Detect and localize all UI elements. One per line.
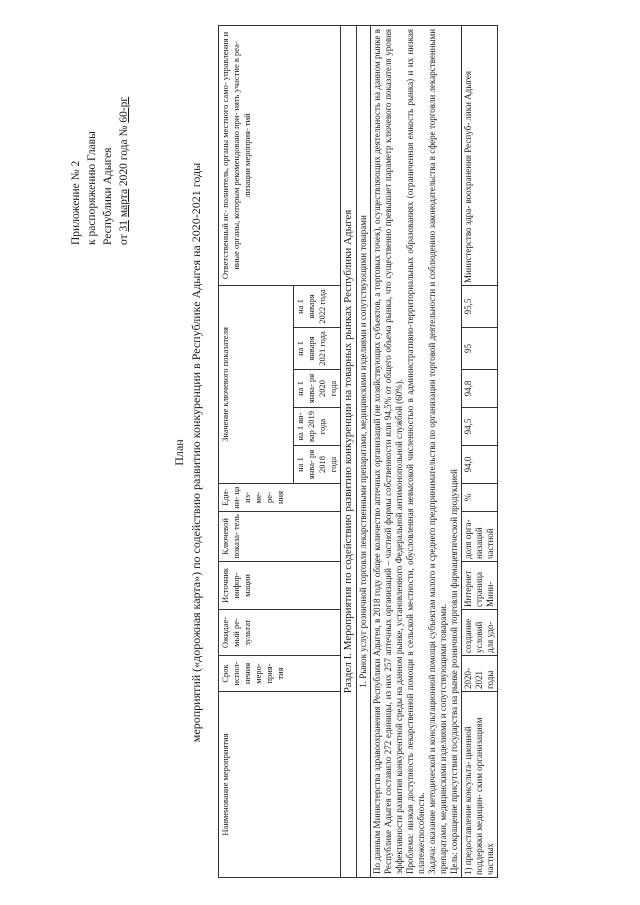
row1-value-2021: 95 [462,328,498,370]
appendix-month: марта [118,188,130,218]
row1-value-2020: 94,8 [462,370,498,408]
header-value-2020: на 1 янва- ря 2020 года [294,370,341,408]
appendix-number: 60-рг [118,96,130,123]
paragraph-task: Задача: оказание методической и консультационной помощи субъектам малого и среднего предпринимательства по организации торговой деятельности и соблюдению законодательства в сфере торговли лекарственными препаратами, медицинскими изделиями и сопутствующими товарами. [427,28,448,874]
appendix-year: 2020 года № [118,125,130,187]
appendix-line-2: к распоряжению Главы [86,131,98,245]
table-header-row [219,25,294,877]
appendix-line-3: Республики Адыгея [102,147,114,245]
plan-title: План [172,439,186,466]
header-values-group: Значение ключевого показателя [219,285,294,483]
header-result: Ожидае- мый ре- зультат [219,610,341,656]
row1-term: 2020- 2021 годы [462,656,498,692]
row1-responsible: Министерство здра- воохранения Респуб- лики Адыгея [462,25,498,285]
header-term: Срок испол- нения меро- прия- тия [219,656,341,692]
header-value-2022: на 1 января 2022 года [294,285,341,327]
paragraph-statistics: По данным Министерства здравоохранения Республики Адыгея, в 2018 году общее количество аптечных организаций (не хозяйствующих субъектов, а торговых точек), осуществляющих деятельность на данном рынке в Республике Адыгея составило 272 единицы, из них 257 аптечных организаций – частной формы собственности или 94,5% от общего объема рынка, что существенно превышает параметр ключевого показателя уровня эффективности развития конкурентной среды на данном рынке, установленного Федеральной антимонопольной службой (60%). [372,28,404,874]
row1-indicator: доля орга- низаций частной [462,512,498,562]
header-indicator: Ключевой показа- тель [219,512,341,562]
row1-value-2018: 94,0 [462,446,498,484]
appendix-date-line [116,97,132,245]
header-source: Источник инфор- мации [219,562,341,610]
roadmap-table [218,25,498,878]
header-value-2019: на 1 ян- вар 2019 года [294,408,341,446]
appendix-day: 31 [118,220,130,232]
section-row [341,25,357,877]
row1-source: Интернет страница Мини- [462,562,498,610]
description-cell [371,25,462,877]
plan-subtitle: мероприятий («дорожная карта») по содействию развитию конкуренции в Республике Адыгея на 2020-2021 годы [189,162,203,743]
appendix-header [68,97,132,245]
header-value-2018: на 1 янва- ря 2018 года [294,446,341,484]
header-unit: Еди- ни- ца из- ме- ре- ния [219,484,341,512]
table-row [462,25,498,877]
section-title: Раздел I. Мероприятия по содействию развитию конкуренции на товарных рынках Республики Адыгея [341,25,357,877]
paragraph-goal: Цель: сокращение присутствия государства на рынке розничной торговли фармацевтической продукцией [449,469,459,874]
header-name: Наименование мероприятия [219,692,341,878]
row1-unit: % [462,484,498,512]
paragraph-problem: Проблема: низкая доступность лекарственной помощи в сельской местности, обусловленная невысокой численностью в административно-территориальных образованиях (ограниченная емкость рынка) и их низкая платежеспособность. [405,28,426,874]
header-value-2021: на 1 января 2021 года [294,328,341,370]
row1-name: 1) предоставление консульта- ционной поддержки медицин- ским организациям частных [462,692,498,878]
row1-value-2022: 95,5 [462,285,498,327]
row1-result: создание условий для удо- [462,610,498,656]
row1-value-2019: 94,5 [462,408,498,446]
header-responsible: Ответственный ис- полнитель, органы местного само- управления и иные органы, которым рекомендовано при- нять участие в реа- лизации мероприя- тий [219,25,341,285]
appendix-line-1: Приложение № 2 [70,160,82,245]
subsection-title: 1. Рынок услуг розничной торговли лекарственными препаратами, медицинскими изделиями и сопутствующими товарами [357,25,371,877]
appendix-date-prefix: от [118,234,130,245]
description-row [371,25,462,877]
subsection-row [357,25,371,877]
